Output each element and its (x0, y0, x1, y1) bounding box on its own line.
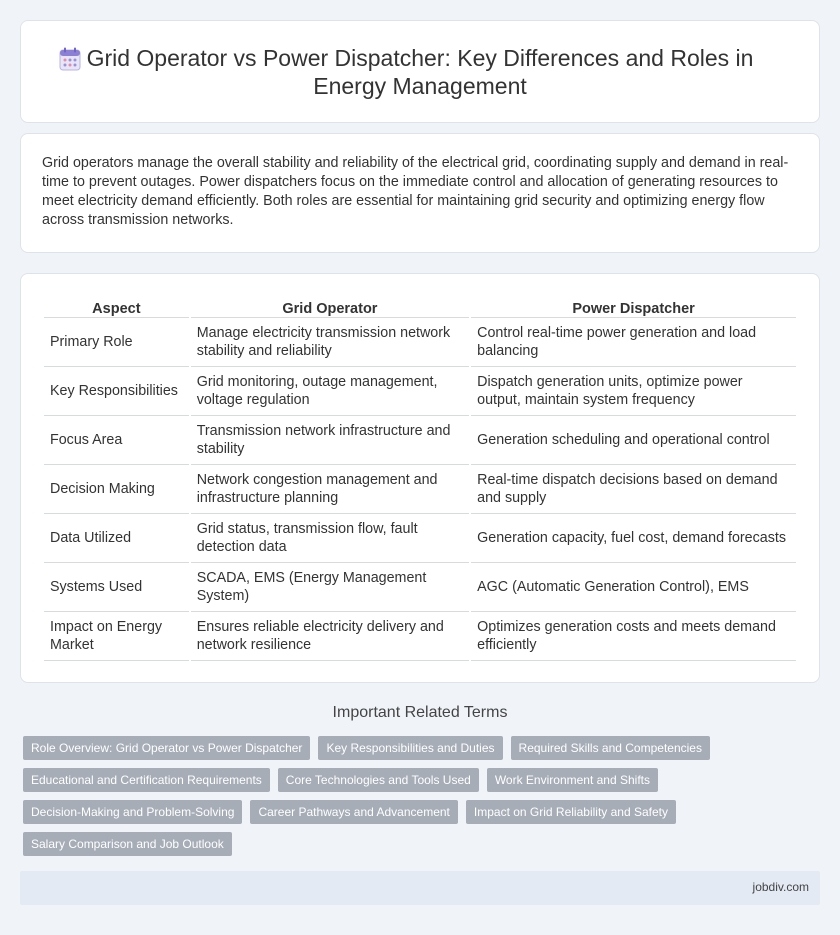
power-dispatcher-cell: Optimizes generation costs and meets demand efficiently (471, 612, 796, 661)
aspect-cell: Key Responsibilities (44, 367, 189, 416)
aspect-cell: Decision Making (44, 465, 189, 514)
comparison-card (20, 273, 820, 683)
header-aspect: Aspect (44, 296, 189, 318)
grid-operator-cell: Transmission network infrastructure and stability (191, 416, 469, 465)
power-dispatcher-cell: Generation scheduling and operational control (471, 416, 796, 465)
header-power-dispatcher: Power Dispatcher (471, 296, 796, 318)
grid-operator-cell: Grid status, transmission flow, fault detection data (191, 514, 469, 563)
page-title: Grid Operator vs Power Dispatcher: Key Differences and Roles in Energy Management (86, 44, 754, 99)
aspect-cell: Systems Used (44, 563, 189, 612)
related-term-tag[interactable]: Salary Comparison and Job Outlook (23, 832, 232, 856)
footer-site-link[interactable]: jobdiv.com (752, 880, 809, 894)
intro-paragraph: Grid operators manage the overall stability and reliability of the electrical grid, coordinating supply and demand in real-time to prevent outages. Power dispatchers focus on the immediate control and allocation of generating resources to meet electricity demand efficiently. Both roles are essential for maintaining grid security and optimizing energy flow across transmission networks. (42, 155, 789, 228)
power-dispatcher-cell: Real-time dispatch decisions based on demand and supply (471, 465, 796, 514)
power-dispatcher-cell: Dispatch generation units, optimize power output, maintain system frequency (471, 367, 796, 416)
table-row (44, 416, 796, 465)
related-term-tag[interactable]: Work Environment and Shifts (487, 768, 658, 792)
grid-operator-cell: Ensures reliable electricity delivery and network resilience (191, 612, 469, 661)
aspect-cell: Primary Role (44, 318, 189, 367)
power-dispatcher-cell: Control real-time power generation and load balancing (471, 318, 796, 367)
intro-card (20, 133, 820, 253)
aspect-cell: Impact on Energy Market (44, 612, 189, 661)
related-term-tag[interactable]: Key Responsibilities and Duties (318, 736, 502, 760)
related-term-tag[interactable]: Role Overview: Grid Operator vs Power Dispatcher (23, 736, 310, 760)
grid-operator-cell: Network congestion management and infrastructure planning (191, 465, 469, 514)
table-row (44, 612, 796, 661)
footer (20, 871, 820, 905)
comparison-table (42, 296, 798, 661)
table-row (44, 465, 796, 514)
grid-operator-cell: Grid monitoring, outage management, voltage regulation (191, 367, 469, 416)
related-terms-list (23, 736, 723, 856)
related-terms-heading: Important Related Terms (332, 704, 508, 721)
header-grid-operator: Grid Operator (191, 296, 469, 318)
table-row (44, 318, 796, 367)
aspect-cell: Focus Area (44, 416, 189, 465)
title-card (20, 20, 820, 123)
related-term-tag[interactable]: Career Pathways and Advancement (250, 800, 457, 824)
related-term-tag[interactable]: Core Technologies and Tools Used (278, 768, 479, 792)
grid-operator-cell: Manage electricity transmission network stability and reliability (191, 318, 469, 367)
table-header-row (44, 296, 796, 318)
power-dispatcher-cell: Generation capacity, fuel cost, demand forecasts (471, 514, 796, 563)
related-term-tag[interactable]: Educational and Certification Requirements (23, 768, 270, 792)
table-row (44, 563, 796, 612)
power-dispatcher-cell: AGC (Automatic Generation Control), EMS (471, 563, 796, 612)
related-term-tag[interactable]: Decision-Making and Problem-Solving (23, 800, 242, 824)
table-row (44, 367, 796, 416)
table-row (44, 514, 796, 563)
aspect-cell: Data Utilized (44, 514, 189, 563)
grid-operator-cell: SCADA, EMS (Energy Management System) (191, 563, 469, 612)
related-term-tag[interactable]: Required Skills and Competencies (511, 736, 710, 760)
related-term-tag[interactable]: Impact on Grid Reliability and Safety (466, 800, 676, 824)
